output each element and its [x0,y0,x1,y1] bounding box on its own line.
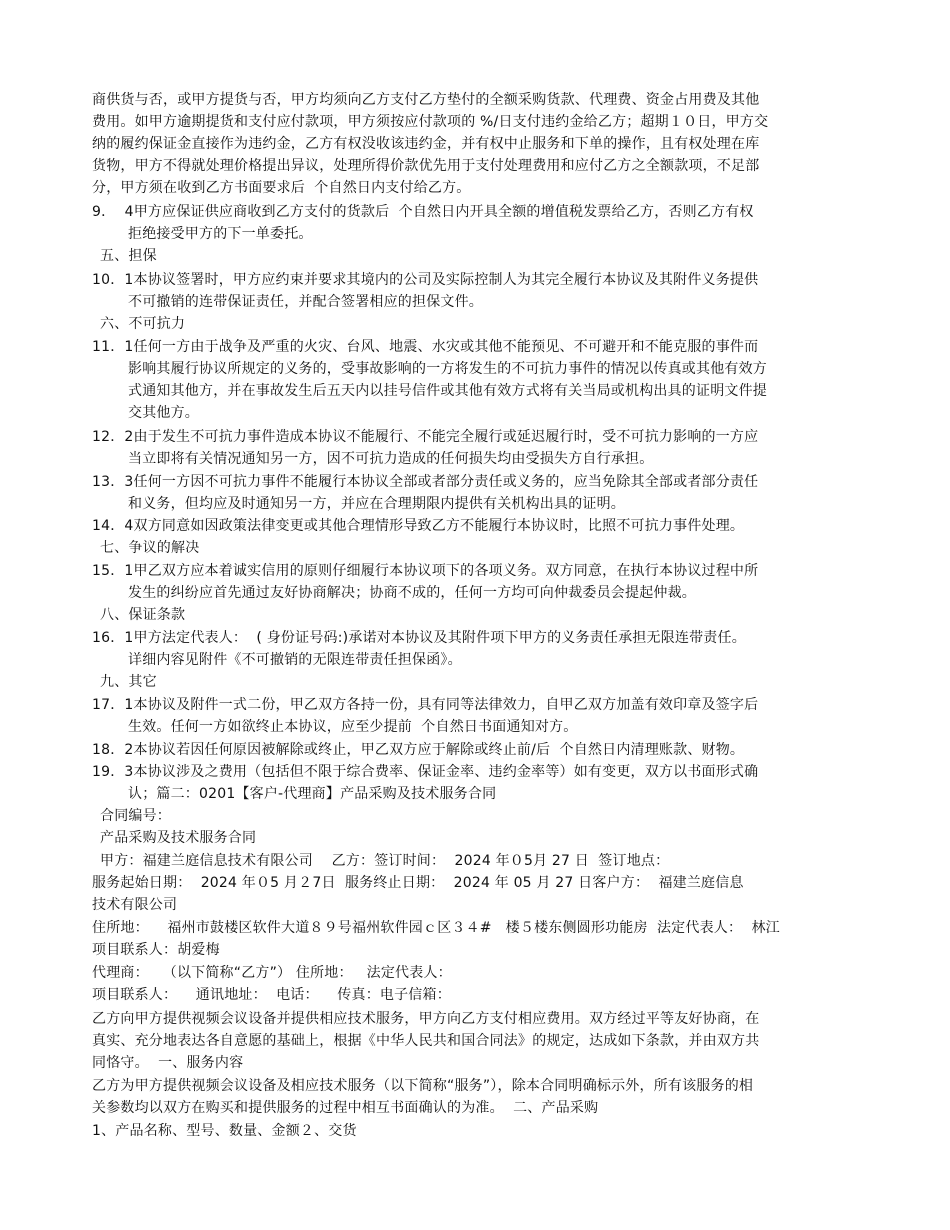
text-line: 15．1甲乙双方应本着诚实信用的原则仔细履行本协议项下的各项义务。双方同意，在执行本协议过程中所 [92,563,759,579]
text-line: 乙方为甲方提供视频会议设备及相应技术服务（以下简称“服务”），除本合同明确标示外，所有该服务的相 [92,1078,754,1094]
text-line: 和义务，但均应及时通知另一方，并应在合理期限内提供有关机构出具的证明。 [128,496,625,512]
text-line: 交其他方。 [128,405,199,421]
text-line: 拒绝接受甲方的下一单委托。 [128,226,313,242]
text-line: 18．2本协议若因任何原因被解除或终止，甲乙双方应于解除或终止前/后 个自然日内清理账款、财物。 [92,742,745,758]
text-line: 16．1甲方法定代表人： ( 身份证号码:)承诺对本协议及其附件项下甲方的义务责任承担无限连带责任。 [92,630,746,646]
section-heading: 五、担保 [100,248,157,264]
text-line: 10．1本协议签署时，甲方应约束并要求其境内的公司及实际控制人为其完全履行本协议及其附件义务提供 [92,272,759,288]
text-line: 发生的纠纷应首先通过友好协商解决；协商不成的，任何一方均可向仲裁委员会提起仲裁。 [128,585,696,601]
text-line: 真实、充分地表达各自意愿的基础上，根据《中华人民共和国合同法》的规定，达成如下条款，并由双方共 [92,1033,760,1049]
text-line: 项目联系人：胡爱梅 [92,942,220,958]
text-line: 纳的履约保证金直接作为违约金，乙方有权没收该违约金，并有权中止服务和下单的操作，且有权处理在库 [92,136,760,152]
contract-number-label: 合同编号： [100,808,171,824]
text-line: 影响其履行协议所规定的义务的，受事故影响的一方将发生的不可抗力事件的情况以传真或其他有效方 [128,361,767,377]
text-line: 14．4双方同意如因政策法律变更或其他合理情形导致乙方不能履行本协议时，比照不可抗力事件处理。 [92,518,745,534]
text-line: 货物，甲方不得就处理价格提出异议，处理所得价款优先用于支付处理费用和应付乙方之全额款项，不足部 [92,158,760,174]
contract-title: 产品采购及技术服务合同 [100,830,257,846]
text-line: 19．3本协议涉及之费用（包括但不限于综合费率、保证金率、违约金率等）如有变更，双方以书面形式确 [92,764,759,780]
text-line: 服务起始日期： 2024 年０5 月２7日 服务终止日期： 2024 年 05 月 27 日客户方： 福建兰庭信息 [92,875,744,891]
section-heading: 六、不可抗力 [100,316,186,332]
text-line: 11．1任何一方由于战争及严重的火灾、台风、地震、水灾或其他不能预见、不可避开和不能克服的事件而 [92,339,759,355]
text-line: 1、产品名称、型号、数量、金额２、交货 [92,1123,357,1139]
text-line: 代理商： （以下简称“乙方”） 住所地： 法定代表人： [92,965,452,981]
text-line: 9． 4甲方应保证供应商收到乙方支付的货款后 个自然日内开具全额的增值税发票给乙方，否则乙方有权 [92,204,754,220]
text-line: 关参数均以双方在购买和提供服务的过程中相互书面确认的为准。 二、产品采购 [92,1100,599,1116]
text-line: 当立即将有关情况通知另一方，因不可抗力造成的任何损失均由受损失方自行承担。 [128,451,654,467]
text-line: 17．1本协议及附件一式二份，甲乙双方各持一份，具有同等法律效力，自甲乙双方加盖有效印章及签字后 [92,697,759,713]
text-line: 认；篇二：0201【客户-代理商】产品采购及技术服务合同 [128,786,497,802]
text-line: 项目联系人： 通讯地址： 电话： 传真：电子信箱： [92,987,451,1003]
text-line: 13．3任何一方因不可抗力事件不能履行本协议全部或者部分责任或义务的，应当免除其全部或者部分责任 [92,474,759,490]
text-line: 分，甲方须在收到乙方书面要求后 个自然日内支付给乙方。 [92,180,471,196]
text-line: 住所地： 福州市鼓楼区软件大道８９号福州软件园ｃ区３４# 楼５楼东侧圆形功能房 法定代表人： 林江 [92,920,780,936]
text-line: 详细内容见附件《不可撤销的无限连带责任担保函》。 [128,652,462,668]
text-line: 商供货与否，或甲方提货与否，甲方均须向乙方支付乙方垫付的全额采购货款、代理费、资金占用费及其他 [92,92,760,108]
section-heading: 八、保证条款 [100,607,186,623]
text-line: 技术有限公司 [92,897,178,913]
text-line: 12．2由于发生不可抗力事件造成本协议不能履行、不能完全履行或延迟履行时，受不可抗力影响的一方应 [92,429,759,445]
text-line: 乙方向甲方提供视频会议设备并提供相应技术服务，甲方向乙方支付相应费用。双方经过平等友好协商，在 [92,1011,760,1027]
text-line: 生效。任何一方如欲终止本协议，应至少提前 个自然日书面通知对方。 [128,719,578,735]
text-line: 甲方：福建兰庭信息技术有限公司 乙方：签订时间： 2024 年０5月 27 日 签订地点： [100,853,670,869]
section-heading: 七、争议的解决 [100,540,200,556]
text-line: 同恪守。 一、服务内容 [92,1055,244,1071]
text-line: 费用。如甲方逾期提货和支付应付款项，甲方须按应付款项的 %/日支付违约金给乙方；超期１０日，甲方交 [92,114,769,130]
section-heading: 九、其它 [100,674,157,690]
text-line: 式通知其他方，并在事故发生后五天内以挂号信件或其他有效方式将有关当局或机构出具的证明文件提 [128,383,767,399]
text-line: 不可撤销的连带保证责任，并配合签署相应的担保文件。 [128,294,483,310]
